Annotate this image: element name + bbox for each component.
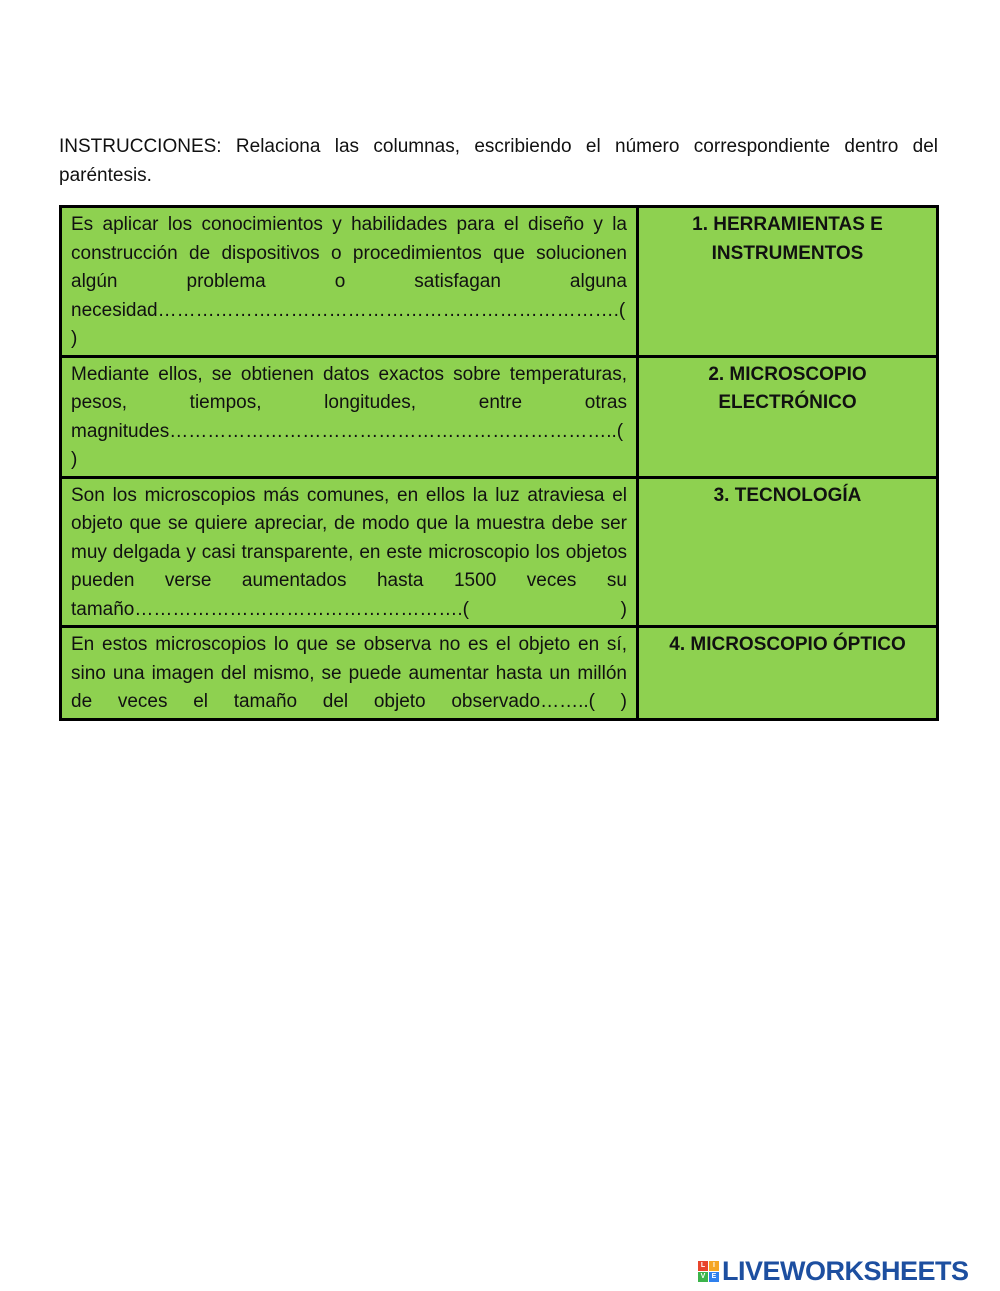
description-cell: Mediante ellos, se obtienen datos exactos sobre temperaturas, pesos, tiempos, longitudes, entre otras magnitudes……………………………………………………………..( ) [61, 356, 638, 477]
liveworksheets-logo [698, 1256, 969, 1286]
term-cell: 2. MICROSCOPIO ELECTRÓNICO [638, 356, 938, 477]
term-cell: 1. HERRAMIENTAS E INSTRUMENTOS [638, 207, 938, 357]
table-row [61, 356, 938, 477]
term-cell: 4. MICROSCOPIO ÓPTICO [638, 627, 938, 720]
table-row [61, 627, 938, 720]
table-row [61, 477, 938, 627]
matching-table [59, 205, 939, 721]
logo-letter: I [709, 1261, 719, 1271]
logo-text: LIVEWORKSHEETS [722, 1255, 969, 1286]
term-cell: 3. TECNOLOGÍA [638, 477, 938, 627]
instructions-text: INSTRUCCIONES: Relaciona las columnas, escribiendo el número correspondiente dentro del paréntesis. [59, 136, 938, 186]
description-cell: En estos microscopios lo que se observa no es el objeto en sí, sino una imagen del mismo, se puede aumentar hasta un millón de veces el tamaño del objeto observado……..( ) [61, 627, 638, 720]
description-cell: Son los microscopios más comunes, en ellos la luz atraviesa el objeto que se quiere apreciar, de modo que la muestra debe ser muy delgada y casi transparente, en este microscopio los objetos pueden verse aumentados hasta 1500 veces su tamaño…………………………………………….( ) [61, 477, 638, 627]
logo-letter: L [698, 1261, 708, 1271]
description-cell: Es aplicar los conocimientos y habilidades para el diseño y la construcción de dispositivos o procedimientos que solucionen algún problema o satisfagan alguna necesidad……………………………………………………………….( ) [61, 207, 638, 357]
logo-mark-icon [698, 1261, 719, 1282]
table-row [61, 207, 938, 357]
logo-letter: E [709, 1272, 719, 1282]
logo-letter: V [698, 1272, 708, 1282]
